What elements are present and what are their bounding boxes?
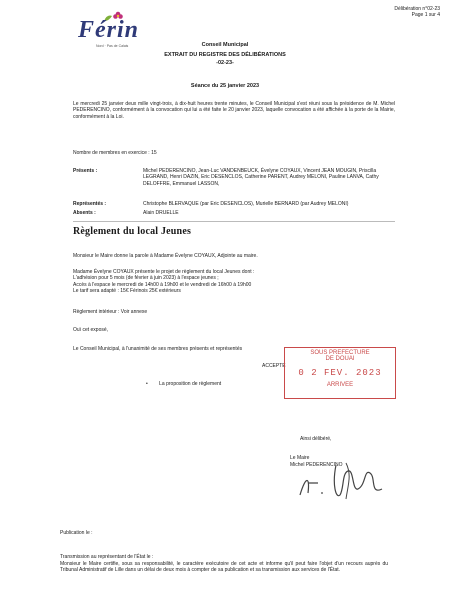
- stamp-date: 0 2 FEV. 2023: [298, 368, 382, 378]
- stamp-status: ARRIVEE: [326, 382, 354, 388]
- represented-label: Représentés :: [73, 201, 107, 207]
- prefecture-stamp: [284, 347, 396, 399]
- project-line: Accès à l'espace le mercredi de 14h00 à 19h00 et le vendredi de 16h00 à 19h00: [73, 281, 252, 288]
- deliberation-number: Délibération n°02-23: [394, 6, 440, 12]
- deliberation-closing: Ainsi délibéré,: [300, 436, 332, 442]
- council-decision: Le Conseil Municipal, à l'unanimité de ses membres présents et représentés: [73, 346, 243, 352]
- stamp-line: DE DOUAI: [325, 356, 355, 362]
- section-title: Règlement du local Jeunes: [73, 226, 192, 237]
- council-heading: Conseil Municipal: [201, 42, 249, 48]
- bullet-text: La proposition de règlement: [159, 381, 222, 387]
- absents-list: Alain DRUELLE: [143, 210, 179, 216]
- logo-text: Férin: [78, 17, 140, 43]
- project-line: L'adhésion pour 5 mois (de février à juin 2023) à l'espace jeunes ;: [73, 275, 219, 282]
- deliberation-code: -02-23-: [216, 60, 234, 66]
- annex-line: Règlement intérieur : Voir annexe: [73, 309, 148, 315]
- mayor-name: Michel PEDERENCINO: [290, 462, 343, 468]
- mayor-signature: [296, 455, 396, 505]
- absents-label: Absents :: [73, 210, 96, 216]
- section-divider: [73, 221, 395, 222]
- presents-label: Présents :: [73, 168, 98, 174]
- document-reference: [394, 6, 440, 19]
- speaker-line: Monsieur le Maire donne la parole à Madame Évelyne COYAUX, Adjointe au maire.: [73, 253, 258, 259]
- project-line: Le tarif sera adapté : 15€ Férinois 25€ extérieurs: [73, 287, 181, 294]
- legal-notice: Monsieur le Maire certifie, sous sa responsabilité, le caractère exécutoire de cet acte et informe qu'il peut faire l'objet d'un recours auprès du Tribunal Administratif de Lille dans un délai de deux mois à compter de sa publication et sa transmission aux services de l'État.: [60, 561, 388, 574]
- transmission-line: Transmission au représentant de l'État le :: [60, 554, 154, 560]
- represented-list: Christophe BLERVAQUE (par Eric DESENCLOS), Murielle BERNARD (par Audrey MELONI): [143, 201, 349, 207]
- accepts-label: ACCEPTE: [262, 363, 286, 369]
- presents-list: Michel PEDERENCINO, Jean-Luc VANDENBEUCK, Évelyne COYAUX, Vincent JEAN MOUGIN, Priscilla LEGRAND, Henri DAZIN, Eric DESENCLOS, Catherine PARENT, Audrey MELONI, Pauline LANVA, Cathy DELOFFRE, Emmanuel LASSON,: [143, 168, 379, 187]
- register-extract-title: EXTRAIT DU REGISTRE DES DÉLIBÉRATIONS: [164, 52, 286, 58]
- members-count: Nombre de membres en exercice : 15: [73, 150, 157, 156]
- bullet-icon: •: [146, 381, 148, 387]
- logo-subtitle: Nord · Pas de Calais: [96, 44, 129, 48]
- heard-line: Ouï cet exposé,: [73, 327, 109, 333]
- mayor-role: Le Maire: [290, 455, 310, 461]
- intro-paragraph: Le mercredi 25 janvier deux mille vingt-trois, à dix-huit heures trente minutes, le Conseil Municipal s'est réuni sous la présidence de M. Michel PEDERENCINO, conformément à la convocation qui lui a été faite le 20 janvier 2023, laquelle convocation a été affichée à la porte de la Mairie, conformément à la Loi.: [73, 101, 395, 120]
- session-date: Séance du 25 janvier 2023: [190, 83, 260, 89]
- page-number: Page 1 sur 4: [411, 12, 440, 19]
- project-line: Madame Évelyne COYAUX présente le projet de règlement du local Jeunes dont :: [73, 269, 255, 275]
- project-description: [73, 269, 393, 294]
- bullet-item: [146, 381, 221, 387]
- stamp-line: SOUS PREFECTURE: [310, 350, 370, 356]
- publication-line: Publication le :: [60, 530, 93, 536]
